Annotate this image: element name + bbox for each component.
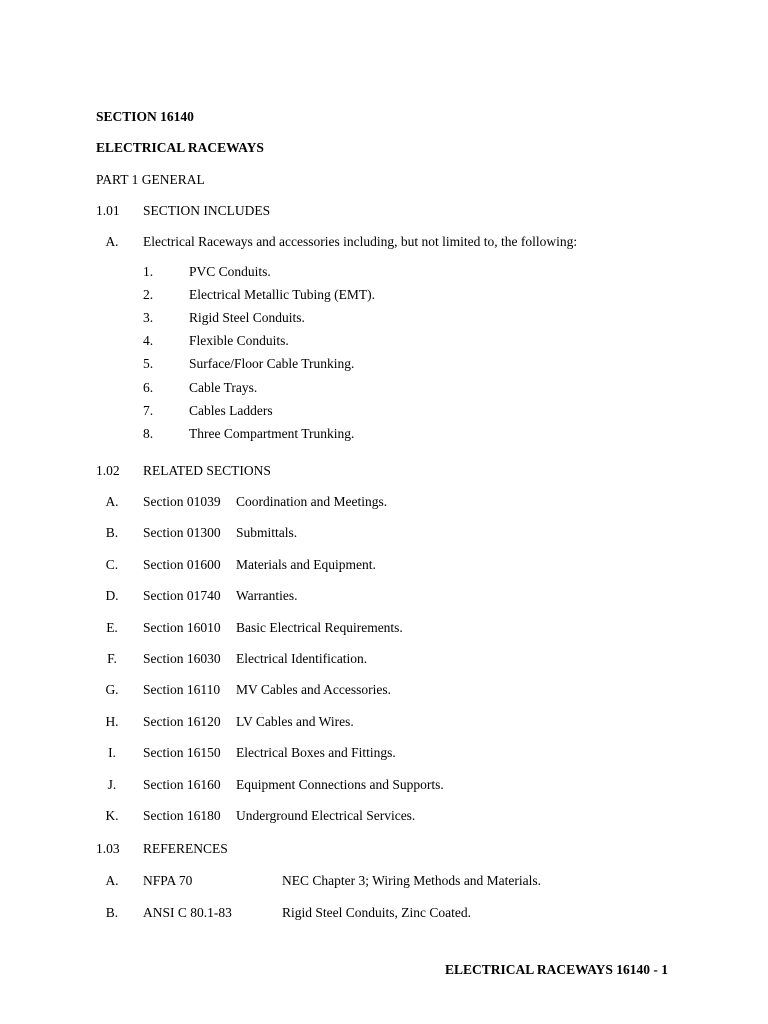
list-item-number: 1. xyxy=(143,264,154,279)
list-item-number: 5. xyxy=(143,356,154,372)
part-heading: PART 1 GENERAL xyxy=(96,172,205,187)
section-reference: Section 16010 xyxy=(143,619,221,635)
section-reference: Section 01600 xyxy=(143,556,221,572)
section-reference: Section 16160 xyxy=(143,776,221,792)
article-number: 1.01 xyxy=(96,203,120,218)
reference-code: ANSI C 80.1-83 xyxy=(143,905,232,920)
article-1-01-heading xyxy=(0,203,768,221)
item-letter: C. xyxy=(105,556,119,572)
list-item xyxy=(0,310,768,328)
related-section-item xyxy=(0,714,768,732)
list-item xyxy=(0,333,768,351)
section-number: SECTION 16140 xyxy=(96,109,194,124)
related-section-item xyxy=(0,557,768,575)
section-reference-title: MV Cables and Accessories. xyxy=(236,682,391,698)
section-reference: Section 16110 xyxy=(143,682,221,698)
article-1-02-heading xyxy=(0,463,768,481)
related-section-item xyxy=(0,808,768,826)
list-item-text: Surface/Floor Cable Trunking. xyxy=(189,356,355,372)
reference-item xyxy=(0,905,768,923)
related-section-item xyxy=(0,620,768,638)
list-item-text: Cables Ladders xyxy=(189,402,273,418)
article-number: 1.03 xyxy=(96,841,120,856)
related-section-item xyxy=(0,494,768,512)
item-letter: K. xyxy=(105,808,119,823)
article-1-03-heading xyxy=(0,841,768,859)
reference-title: NEC Chapter 3; Wiring Methods and Materials. xyxy=(282,873,542,888)
item-letter: F. xyxy=(107,651,117,666)
section-reference-title: Warranties. xyxy=(236,588,298,604)
item-letter: G. xyxy=(105,682,119,698)
list-item xyxy=(0,403,768,421)
item-letter: E. xyxy=(106,619,118,635)
item-letter: I. xyxy=(108,745,116,761)
list-item-number: 3. xyxy=(143,310,154,326)
article-title: RELATED SECTIONS xyxy=(143,463,271,478)
section-reference-title: Equipment Connections and Supports. xyxy=(236,776,444,792)
section-reference-title: LV Cables and Wires. xyxy=(236,713,354,729)
list-item xyxy=(0,287,768,305)
paragraph-a xyxy=(0,234,768,252)
section-reference: Section 16030 xyxy=(143,651,221,666)
list-item-text: Three Compartment Trunking. xyxy=(189,425,355,441)
item-letter: B. xyxy=(105,525,119,541)
list-item-text: Rigid Steel Conduits. xyxy=(189,310,305,326)
list-item xyxy=(0,380,768,398)
section-reference-title: Electrical Identification. xyxy=(236,651,368,666)
item-letter: B. xyxy=(105,905,119,920)
section-reference-title: Basic Electrical Requirements. xyxy=(236,619,403,635)
article-number: 1.02 xyxy=(96,463,120,478)
section-reference-title: Underground Electrical Services. xyxy=(236,808,416,823)
list-item xyxy=(0,426,768,444)
list-item xyxy=(0,264,768,282)
section-reference-title: Coordination and Meetings. xyxy=(236,494,388,509)
list-item-text: Cable Trays. xyxy=(189,379,258,395)
section-reference: Section 16120 xyxy=(143,713,221,729)
item-letter: H. xyxy=(105,713,119,729)
list-item-number: 2. xyxy=(143,287,154,303)
page-footer: ELECTRICAL RACEWAYS 16140 - 1 xyxy=(444,962,668,977)
list-item-number: 6. xyxy=(143,379,154,395)
section-reference: Section 16150 xyxy=(143,745,221,761)
article-title: REFERENCES xyxy=(143,841,228,856)
list-item-number: 7. xyxy=(143,402,154,418)
list-item-text: PVC Conduits. xyxy=(189,264,271,279)
list-item-text: Flexible Conduits. xyxy=(189,333,289,349)
section-reference: Section 01039 xyxy=(143,494,221,509)
related-section-item xyxy=(0,651,768,669)
related-section-item xyxy=(0,777,768,795)
item-letter: A. xyxy=(105,494,119,509)
related-section-item xyxy=(0,588,768,606)
section-reference-title: Materials and Equipment. xyxy=(236,556,376,572)
paragraph-text: Electrical Raceways and accessories including, but not limited to, the following: xyxy=(143,234,578,249)
related-section-item xyxy=(0,682,768,700)
item-letter: D. xyxy=(105,588,119,604)
list-item-text: Electrical Metallic Tubing (EMT). xyxy=(189,287,375,303)
section-reference: Section 01740 xyxy=(143,588,221,604)
list-item xyxy=(0,356,768,374)
section-reference: Section 16180 xyxy=(143,808,221,823)
section-reference-title: Electrical Boxes and Fittings. xyxy=(236,745,396,761)
section-reference: Section 01300 xyxy=(143,525,221,541)
item-letter: J. xyxy=(107,776,117,792)
related-section-item xyxy=(0,525,768,543)
list-item-number: 8. xyxy=(143,425,154,441)
reference-code: NFPA 70 xyxy=(143,873,193,888)
item-letter: A. xyxy=(105,873,119,888)
list-item-number: 4. xyxy=(143,333,154,349)
article-title: SECTION INCLUDES xyxy=(143,203,271,218)
reference-item xyxy=(0,873,768,891)
paragraph-letter: A. xyxy=(105,234,119,249)
related-section-item xyxy=(0,745,768,763)
section-reference-title: Submittals. xyxy=(236,525,298,541)
section-title: ELECTRICAL RACEWAYS xyxy=(96,140,264,155)
reference-title: Rigid Steel Conduits, Zinc Coated. xyxy=(282,905,471,920)
